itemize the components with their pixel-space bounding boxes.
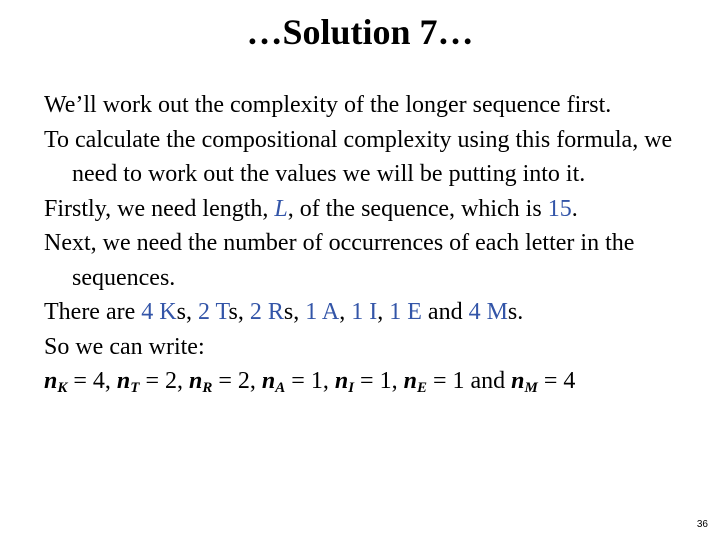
letter-count-t: 2 — [197, 299, 216, 325]
formula-value: = 1 and — [426, 368, 512, 394]
formula-subscript: A — [275, 380, 286, 396]
formula-term-r — [189, 368, 262, 394]
letter-count-m: 4 — [468, 299, 487, 325]
formula-term-i — [335, 368, 404, 394]
letter-suffix: , — [339, 299, 352, 325]
formula-symbol: $n_R$ — [189, 368, 213, 396]
p3-after: . — [571, 195, 578, 222]
letter-m: M — [486, 299, 508, 325]
length-symbol: L — [274, 195, 288, 222]
letter-k: K — [159, 299, 177, 325]
formula-term-a — [262, 368, 335, 394]
formula-symbol: $n_M$ — [511, 368, 538, 396]
letter-suffix: and — [421, 299, 469, 325]
slide-body — [44, 88, 694, 399]
letter-count-i: 1 — [351, 299, 370, 325]
p5-prefix: There are — [44, 299, 142, 325]
letter-t: T — [215, 299, 229, 325]
length-value: 15 — [547, 195, 572, 222]
slide-title: …Solution 7… — [246, 12, 474, 52]
paragraph-2: To calculate the compositional complexity using this formula, we need to work out the values we will be putting into it. — [44, 126, 673, 187]
formula-value: = 1, — [354, 368, 404, 394]
letter-suffix: , — [377, 299, 390, 325]
formula-term-t — [117, 368, 189, 394]
paragraph-3 — [44, 192, 694, 227]
paragraph-6: So we can write: — [44, 333, 205, 360]
page-number: 36 — [696, 519, 708, 530]
formula-subscript: R — [202, 380, 213, 396]
formula-symbol: $n_T$ — [116, 368, 140, 396]
p3-before: Firstly, we need length, — [44, 195, 275, 222]
formula-value: = 2, — [212, 368, 262, 394]
p3-middle: , of the sequence, which is — [287, 195, 548, 222]
formula-term-k — [44, 368, 117, 394]
letter-count-e: 1 — [389, 299, 408, 325]
formula-subscript: K — [57, 380, 68, 396]
formula-symbol: $n_I$ — [334, 368, 355, 396]
letter-suffix: s, — [283, 299, 306, 325]
formula-term-e — [404, 368, 512, 394]
paragraph-4: Next, we need the number of occurrences of each letter in the sequences. — [44, 230, 635, 291]
letter-e: E — [407, 299, 422, 325]
formula-symbol: $n_E$ — [403, 368, 427, 396]
letter-count-k: 4 — [141, 299, 160, 325]
formula-subscript: E — [416, 380, 427, 396]
letter-count-r: 2 — [249, 299, 268, 325]
formula-subscript: M — [524, 380, 538, 396]
formula-term-m — [511, 368, 575, 394]
occurrence-formula — [44, 364, 694, 399]
formula-value: = 4, — [67, 368, 117, 394]
letter-i: I — [369, 299, 378, 325]
formula-subscript: T — [130, 380, 140, 396]
letter-suffix: s, — [228, 299, 250, 325]
formula-value: = 2, — [139, 368, 189, 394]
letter-count-a: 1 — [305, 299, 322, 325]
paragraph-1: We’ll work out the complexity of the longer sequence first. — [44, 92, 612, 118]
letter-a: A — [321, 299, 340, 325]
formula-value: = 4 — [537, 368, 576, 394]
formula-symbol: $n_K$ — [44, 368, 68, 396]
formula-symbol: $n_A$ — [261, 368, 286, 396]
letter-r: R — [267, 299, 284, 325]
letter-suffix: s. — [507, 299, 524, 325]
formula-subscript: I — [348, 380, 355, 396]
letter-suffix: s, — [176, 299, 198, 325]
formula-value: = 1, — [285, 368, 335, 394]
paragraph-5 — [44, 295, 694, 330]
